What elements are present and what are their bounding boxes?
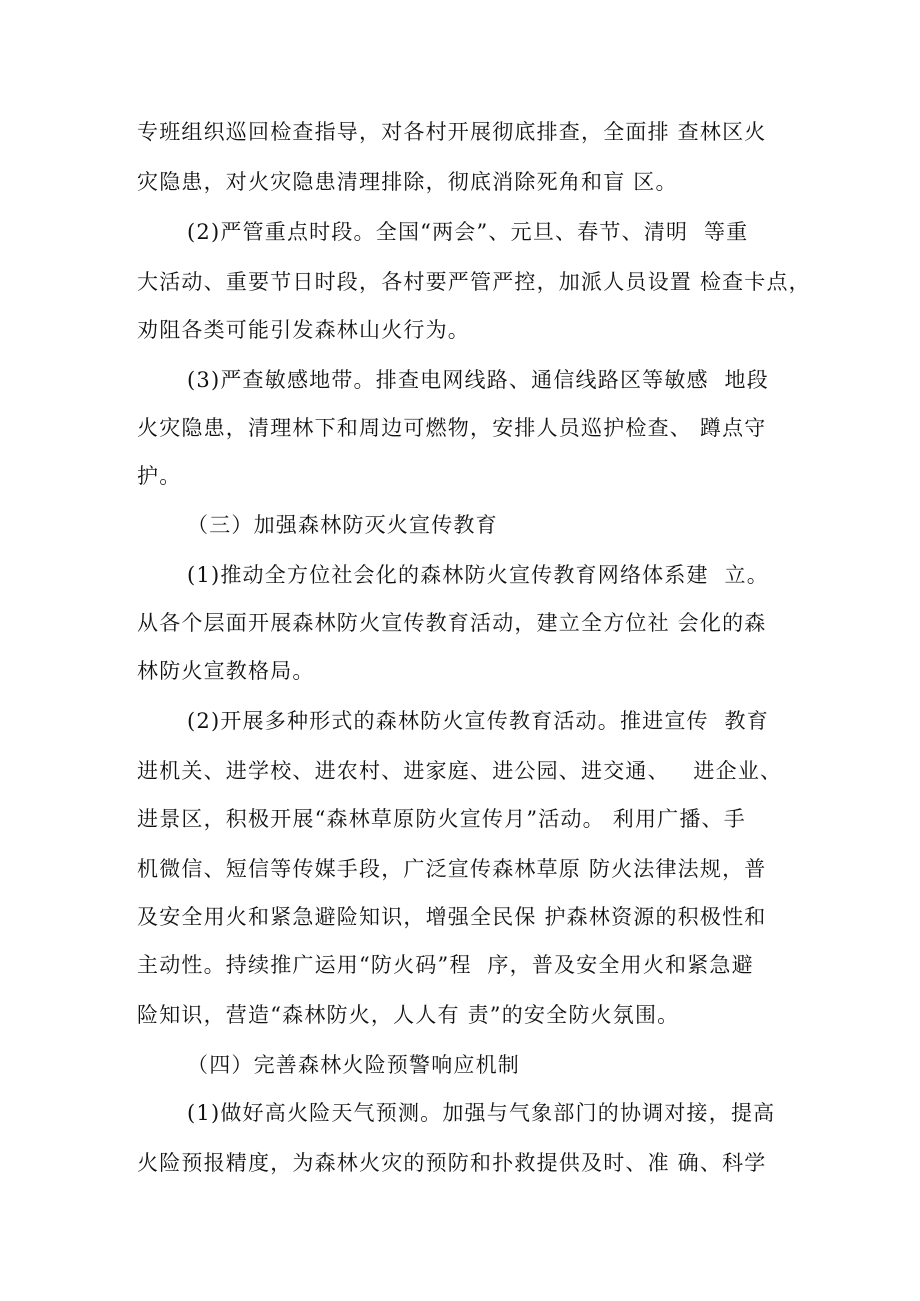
text-line: 大活动、重要节日时段，各村要严管严控，加派人员设置 检查卡点， (137, 270, 811, 294)
paragraph-first-line: (1)推动全方位社会化的森林防火宣传教育网络体系建 立。 (187, 563, 769, 587)
text-line: 进机关、进学校、进农村、进家庭、进公园、进交通、 进企业、 (137, 759, 783, 783)
text-line: 进景区，积极开展“森林草原防火宣传月”活动。 利用广播、手 (137, 807, 746, 831)
text-line: 从各个层面开展森林防火宣传教育活动，建立全方位社 会化的森 (137, 611, 767, 635)
text-line: 火灾隐患，清理林下和周边可燃物，安排人员巡护检查、 蹲点守 (137, 416, 767, 440)
text-line: 护。 (137, 464, 182, 488)
section-heading: （三）加强森林防灭火宣传教育 (187, 513, 498, 537)
text-line: 林防火宣教格局。 (137, 659, 315, 683)
paragraph-first-line: (1)做好高火险天气预测。加强与气象部门的协调对接，提高 (187, 1101, 776, 1125)
text-line: 机微信、短信等传媒手段，广泛宣传森林草原 防火法律法规，普 (137, 857, 767, 881)
text-line: 灾隐患，对火灾隐患清理排除，彻底消除死角和盲 区。 (137, 170, 678, 194)
text-line: 主动性。持续推广运用“防火码”程 序，普及安全用火和紧急避 (137, 953, 754, 977)
text-line: 专班组织巡回检查指导，对各村开展彻底排查，全面排 查林区火 (137, 120, 767, 144)
paragraph-first-line: (2)严管重点时段。全国“两会”、元旦、春节、清明 等重 (187, 220, 749, 244)
paragraph-first-line: (2)开展多种形式的森林防火宣传教育活动。推进宣传 教育 (187, 709, 769, 733)
text-line: 险知识，营造“森林防火，人人有 责”的安全防火氛围。 (137, 1003, 680, 1027)
paragraph-first-line: (3)严查敏感地带。排查电网线路、通信线路区等敏感 地段 (187, 368, 769, 392)
section-heading: （四）完善森林火险预警响应机制 (187, 1053, 520, 1077)
text-line: 劝阻各类可能引发森林山火行为。 (137, 318, 470, 342)
text-line: 及安全用火和紧急避险知识，增强全民保 护森林资源的积极性和 (137, 905, 767, 929)
text-line: 火险预报精度，为森林火灾的预防和扑救提供及时、准 确、科学 (137, 1151, 767, 1175)
